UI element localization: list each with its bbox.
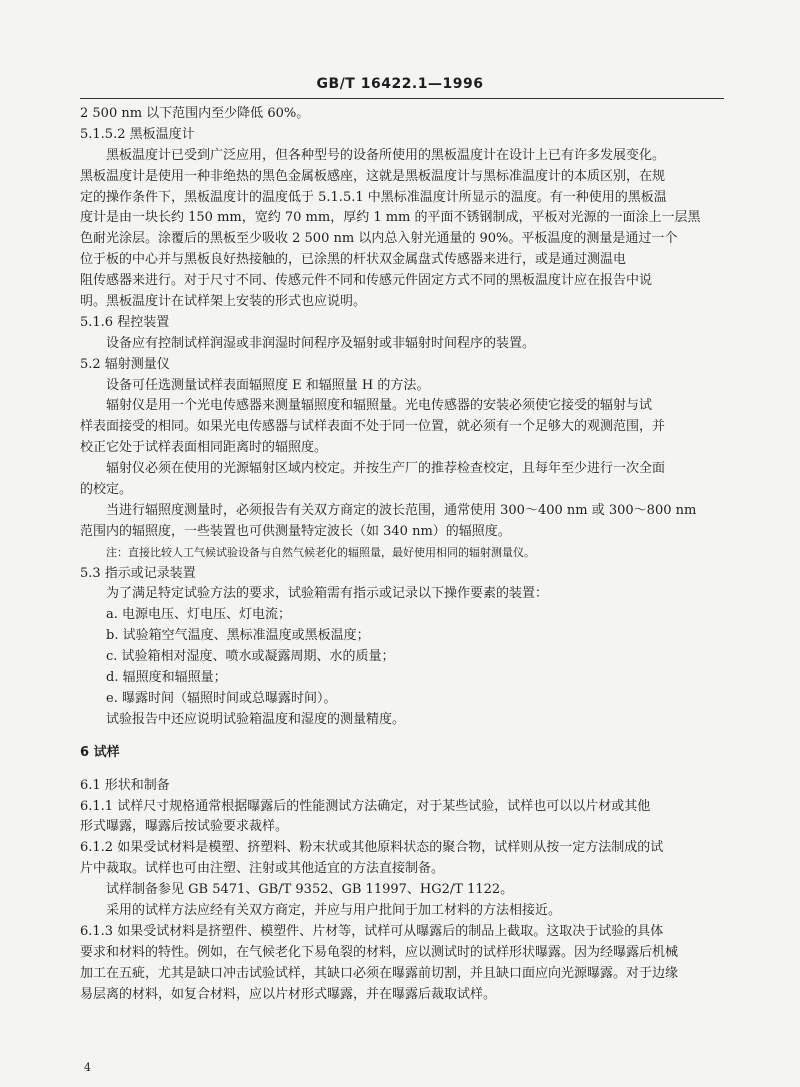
- text-line: d. 辐照度和辐照量；: [106, 670, 227, 686]
- text-line: 要求和材料的特性。例如，在气候老化下易龟裂的材料，应以测试时的试样形状曝露。因为经曝露后机械: [80, 944, 679, 960]
- text-line: 6.1.1 试样尺寸规格通常根据曝露后的性能测试方法确定，对于某些试验，试样也可以以片材或其他: [80, 798, 651, 814]
- page-number: 4: [84, 1061, 91, 1074]
- document-body: [80, 104, 724, 1005]
- text-line: 易层离的材料，如复合材料，应以片材形式曝露，并在曝露后裁取试样。: [80, 986, 497, 1002]
- text-line: 5.2 辐射测量仪: [80, 356, 170, 372]
- text-line: 位于板的中心并与黑板良好热接触的，已涂黑的杆状双金属盘式传感器来进行，或是通过测温电: [80, 252, 627, 268]
- text-line: 校正它处于试样表面相同距离时的辐照度。: [80, 440, 328, 456]
- text-line: 6.1 形状和制备: [80, 777, 170, 793]
- text-line: 6.1.3 如果受试材料是挤塑件、模塑件、片材等，试样可从曝露后的制品上截取。这取决于试验的具体: [80, 923, 664, 939]
- text-line: b. 试验箱空气温度、黑标准温度或黑板温度；: [106, 628, 370, 644]
- text-line: 阻传感器来进行。对于尺寸不同、传感元件不同和传感元件固定方式不同的黑板温度计应在报告中说: [80, 273, 653, 289]
- text-line: 度计是由一块长约 150 mm，宽约 70 mm，厚约 1 mm 的平面不锈钢制成，平板对光源的一面涂上一层黑: [80, 210, 701, 226]
- text-line: 注：直接比较人工气候试验设备与自然气候老化的辐照量，最好使用相同的辐射测量仪。: [106, 545, 535, 559]
- text-line: 明。黑板温度计在试样架上安装的形式也应说明。: [80, 294, 367, 310]
- text-line: 试样制备参见 GB 5471、GB/T 9352、GB 11997、HG2/T 1122。: [106, 882, 514, 898]
- text-line: 片中裁取。试样也可由注塑、注射或其他适宜的方法直接制备。: [80, 861, 445, 877]
- text-line: 黑板温度计是使用一种非绝热的黑色金属板感座，这就是黑板温度计与黑标准温度计的本质区别，在规: [80, 168, 666, 184]
- text-line: 6.1.2 如果受试材料是模塑、挤塑料、粉末状或其他原料状态的聚合物，试样则从按一定方法制成的试: [80, 840, 664, 856]
- text-line: 当进行辐照度测量时，必须报告有关双方商定的波长范围，通常使用 300～400 nm 或 300～800 nm: [106, 502, 697, 518]
- text-line: 设备应有控制试样润湿或非润湿时间程序及辐射或非辐射时间程序的装置。: [106, 335, 536, 351]
- text-line: a. 电源电压、灯电压、灯电流；: [106, 607, 292, 623]
- text-line: c. 试验箱相对湿度、喷水或凝露周期、水的质量；: [106, 649, 395, 665]
- text-line: 5.1.6 程控装置: [80, 314, 170, 330]
- header-rule: [80, 98, 724, 99]
- text-line: 6 试样: [80, 744, 120, 760]
- text-line: 为了满足特定试验方法的要求，试验箱需有指示或记录以下操作要素的装置：: [106, 586, 549, 602]
- text-line: 范围内的辐照度，一些装置也可供测量特定波长（如 340 nm）的辐照度。: [80, 523, 511, 539]
- text-line: 5.1.5.2 黑板温度计: [80, 126, 195, 142]
- text-line: 定的操作条件下，黑板温度计的温度低于 5.1.5.1 中黑标准温度计所显示的温度。有一种使用的黑板温: [80, 189, 667, 205]
- text-line: 试验报告中还应说明试验箱温度和湿度的测量精度。: [106, 711, 406, 727]
- blank-line: [80, 764, 724, 776]
- text-line: 色耐光涂层。涂覆后的黑板至少吸收 2 500 nm 以内总入射光通量的 90%。平板温度的测量是通过一个: [80, 231, 678, 247]
- text-line: 加工在五疵，尤其是缺口冲击试验试样，其缺口必须在曝露前切割，并且缺口面应向光源曝露。对于边缘: [80, 965, 679, 981]
- text-line: 设备可任选测量试样表面辐照度 E 和辐照量 H 的方法。: [106, 377, 430, 393]
- text-line: 辐射仪是用一个光电传感器来测量辐照度和辐照量。光电传感器的安装必须使它接受的辐射与试: [106, 398, 653, 414]
- text-line: 黑板温度计已受到广泛应用，但各种型号的设备所使用的黑板温度计在设计上已有许多发展变化。: [106, 147, 666, 163]
- text-line: 2 500 nm 以下范围内至少降低 60%。: [80, 106, 310, 121]
- text-line: 辐射仪必须在使用的光源辐射区域内校定。并按生产厂的推荐检查校定，且每年至少进行一次全面: [106, 461, 666, 477]
- text-line: 5.3 指示或记录装置: [80, 565, 196, 581]
- text-line: e. 曝露时间（辐照时间或总曝露时间）。: [106, 690, 337, 706]
- text-line: 形式曝露，曝露后按试验要求裁样。: [80, 819, 289, 835]
- text-line: 采用的试样方法应经有关双方商定，并应与用户批间于加工材料的方法相接近。: [106, 902, 562, 918]
- page-header: GB/T 16422.1—1996: [316, 76, 484, 92]
- text-line: 的校定。: [80, 482, 133, 498]
- blank-line: [80, 731, 724, 743]
- text-line: 样表面接受的相同。如果光电传感器与试样表面不处于同一位置，就必须有一个足够大的观测范围，并: [80, 419, 666, 435]
